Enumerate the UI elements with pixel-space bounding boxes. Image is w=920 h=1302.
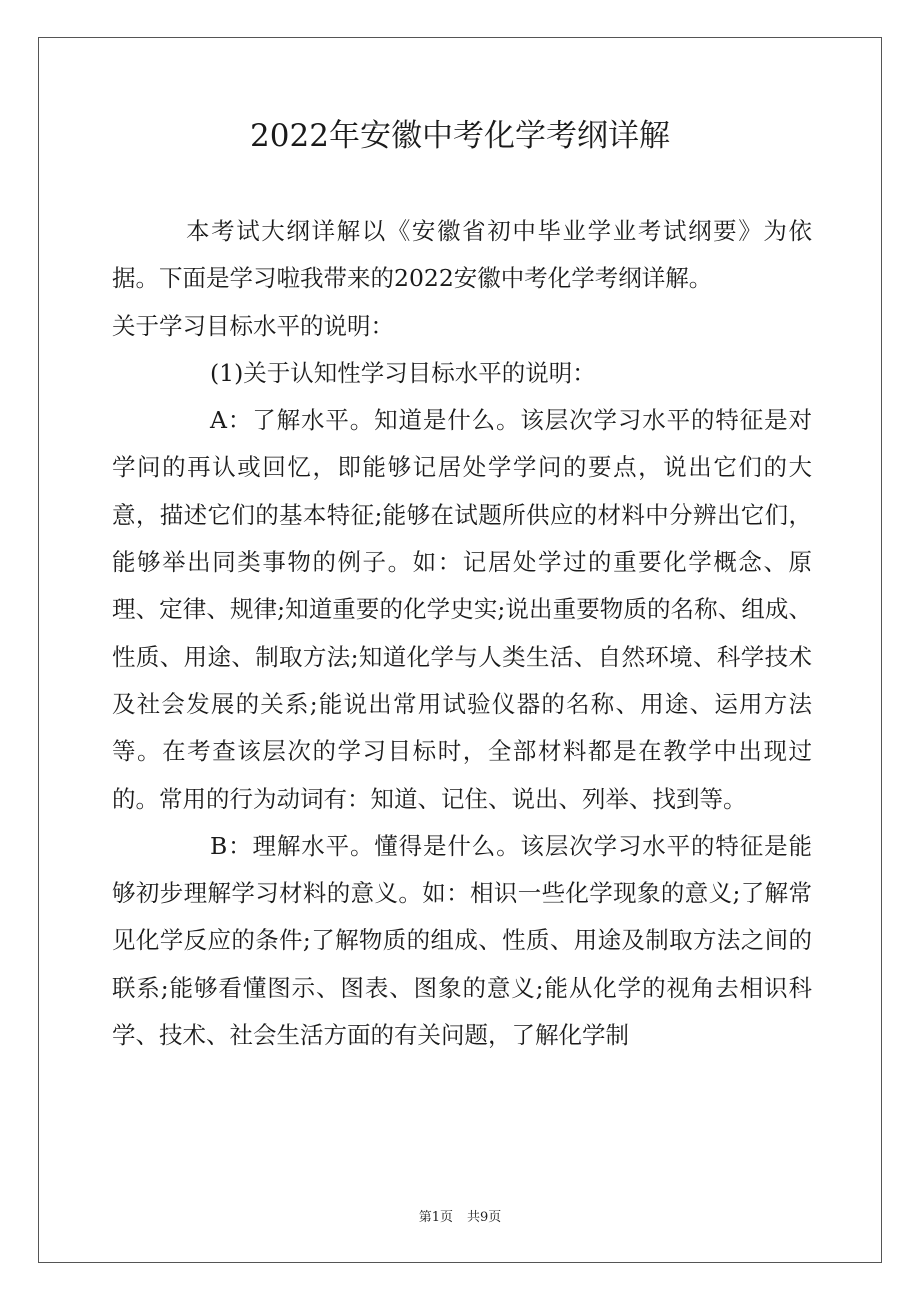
intro-paragraph: 本考试大纲详解以《安徽省初中毕业学业考试纲要》为依据。下面是学习啦我带来的2022安徽中考化学考纲详解。 bbox=[112, 217, 812, 293]
level-a-paragraph: A：了解水平。知道是什么。该层次学习水平的特征是对学问的再认或回忆，即能够记居处学学问的要点，说出它们的大意，描述它们的基本特征;能够在试题所供应的材料中分辨出它们，能够举出同类事物的例子。如：记居处学过的重要化学概念、原理、定律、规律;知道重要的化学史实;说出重要物质的名称、组成、性质、用途、制取方法;知道化学与人类生活、自然环境、科学技术及社会发展的关系;能说出常用试验仪器的名称、用途、运用方法等。在考查该层次的学习目标时，全部材料都是在教学中出现过的。常用的行为动词有：知道、记住、说出、列举、找到等。 bbox=[112, 406, 812, 813]
page-number: 第1页 bbox=[418, 1210, 453, 1225]
level-b-paragraph: B：理解水平。懂得是什么。该层次学习水平的特征是能够初步理解学习材料的意义。如：相识一些化学现象的意义;了解常见化学反应的条件;了解物质的组成、性质、用途及制取方法之间的联系;能够看懂图示、图表、图象的意义;能从化学的视角去相识科学、技术、社会生活方面的有关问题，了解化学制 bbox=[112, 831, 812, 1050]
document-title: 2022年安徽中考化学考纲详解 bbox=[250, 118, 670, 154]
document-body bbox=[112, 208, 812, 1059]
page-total: 共9页 bbox=[467, 1210, 502, 1225]
section-heading: 关于学习目标水平的说明： bbox=[112, 311, 394, 340]
page-footer bbox=[0, 1209, 920, 1227]
subsection-heading: (1)关于认知性学习目标水平的说明： bbox=[210, 358, 596, 387]
